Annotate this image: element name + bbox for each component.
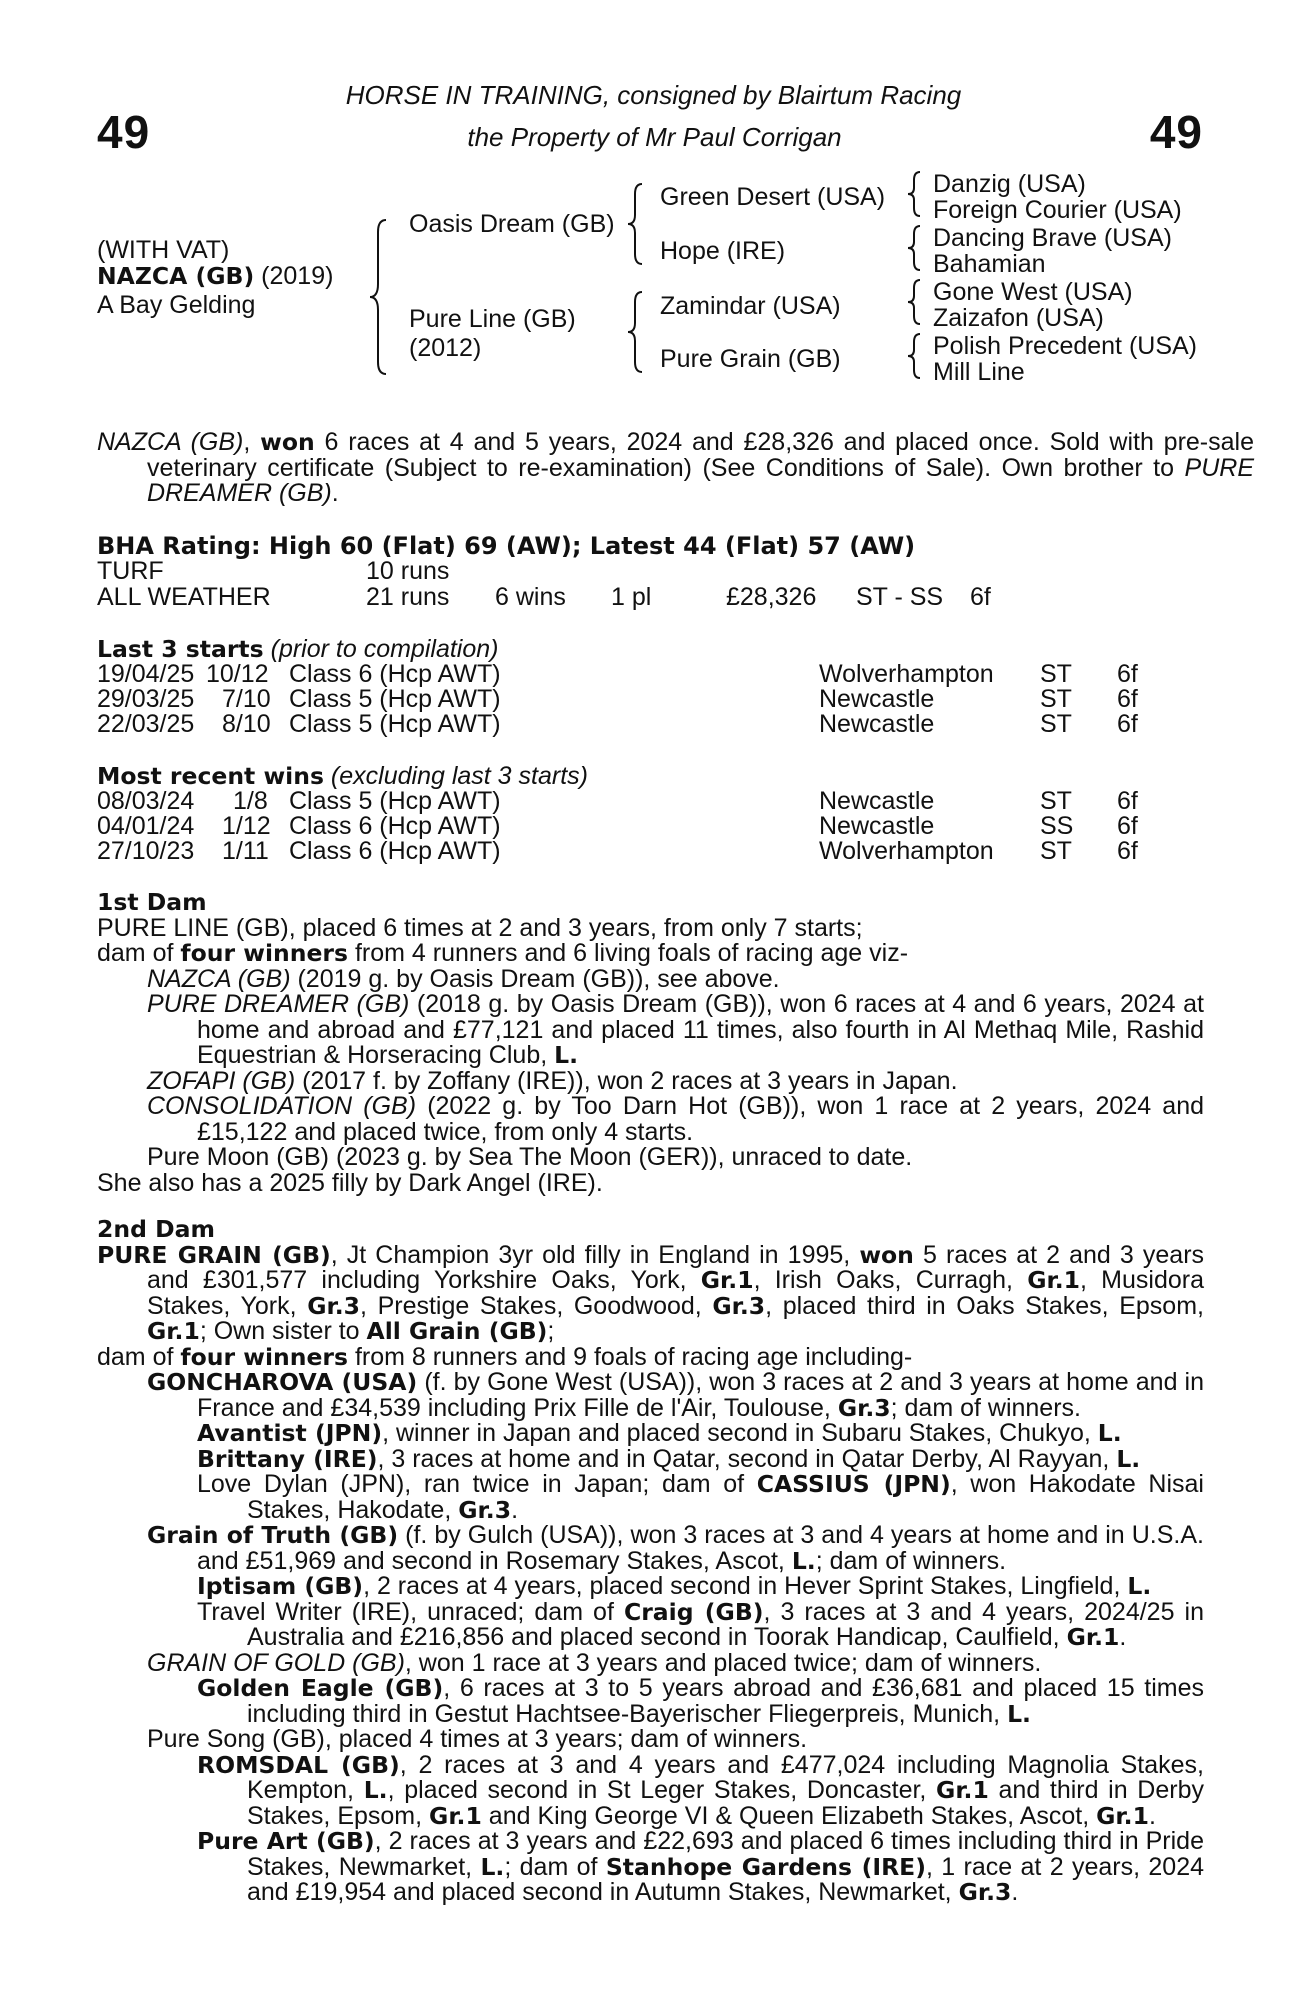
grade: Gr.3: [712, 1291, 766, 1320]
text: .: [1011, 1878, 1019, 1906]
win-distance: 6f: [1117, 812, 1138, 840]
summary-won: won: [260, 428, 315, 456]
foal-love-dylan: [197, 1472, 1204, 1523]
win-going: ST: [1040, 837, 1072, 865]
foal-text: and third in Derby Stakes, Epsom,: [247, 1776, 1204, 1830]
aw-money: £28,326: [726, 583, 817, 611]
turf-runs: 10 runs: [366, 557, 450, 585]
text: , Musidora Stakes, York,: [147, 1266, 1205, 1320]
win-position: 1/11: [222, 837, 269, 865]
dam-of: dam of: [97, 939, 174, 967]
start-distance: 6f: [1117, 660, 1138, 688]
pedigree-brace-main: [368, 218, 390, 376]
foal-text: , 3 races at 3 and 4 years, 2024/25 in Australia and £216,856 and placed second in Toorak Handicap, Caulfield,: [247, 1597, 1204, 1651]
aw-distance: 6f: [970, 583, 991, 611]
foal-pure-dreamer: [147, 992, 1204, 1069]
grade: L.: [1127, 1572, 1152, 1600]
first-dam-section: [97, 890, 1204, 1196]
text: .: [511, 1495, 519, 1524]
win-date: 08/03/24: [97, 787, 195, 815]
filly-note: She also has a 2025 filly by Dark Angel (IRE).: [97, 1168, 603, 1197]
grade: Gr.1: [429, 1801, 482, 1830]
win-race: Class 5 (Hcp AWT): [289, 787, 501, 815]
win-distance: 6f: [1117, 837, 1138, 865]
foal-grain-of-truth: [147, 1523, 1204, 1574]
sister-name: All Grain (GB): [366, 1317, 548, 1345]
sire: Oasis Dream (GB): [409, 210, 615, 238]
summary-end: .: [331, 479, 339, 507]
horse-name-line: [97, 263, 333, 290]
ancestor-6: Zaizafon (USA): [933, 304, 1104, 332]
grade: Gr.3: [837, 1393, 891, 1422]
ancestor-3: Dancing Brave (USA): [933, 224, 1172, 252]
win-course: Newcastle: [819, 787, 935, 815]
start-going: ST: [1040, 685, 1072, 713]
dam-of: dam of: [97, 1342, 174, 1371]
lot-number-right: 49: [1149, 106, 1203, 158]
foal-text: and King George VI & Queen Elizabeth Stakes, Ascot,: [488, 1801, 1090, 1830]
foal-text: ; dam of: [504, 1852, 598, 1881]
lot-number: 49: [97, 106, 151, 158]
summary-text: 6 races at 4 and 5 years, 2024 and £28,326 and placed once. Sold with pre-sale veterinary certificate (Subject to re-examination) (See Conditions of Sale). Own brother to: [147, 428, 1254, 482]
win-date: 27/10/23: [97, 837, 195, 865]
grade: Gr.1: [1027, 1266, 1081, 1294]
foal-goncharova: [147, 1370, 1204, 1421]
foal-text: , winner in Japan and placed second in Subaru Stakes, Chukyo,: [382, 1419, 1091, 1447]
grade: L.: [1007, 1699, 1031, 1728]
summary-brother: PURE DREAMER (GB): [147, 453, 1254, 507]
win-course: Newcastle: [819, 812, 935, 840]
grade: Gr.3: [458, 1495, 512, 1524]
grade: Gr.1: [1096, 1801, 1149, 1830]
foal-name: Stanhope Gardens (IRE): [605, 1852, 926, 1881]
pedigree-brace-g3: [906, 278, 926, 326]
won: won: [859, 1240, 914, 1269]
second-dam-heading: 2nd Dam: [97, 1215, 215, 1243]
dam-year: (2012): [409, 334, 482, 362]
second-dam-section: [97, 1217, 1204, 1906]
text: ; Own sister to: [199, 1317, 360, 1345]
foal-zofapi: [147, 1066, 1204, 1095]
foal-name: PURE DREAMER (GB): [147, 990, 410, 1018]
foal-name: ROMSDAL (GB): [197, 1750, 400, 1779]
ancestor-4: Bahamian: [933, 250, 1046, 278]
foal-name: Craig (GB): [623, 1597, 764, 1626]
foal-text: Love Dylan (JPN), ran twice in Japan; dam of: [197, 1470, 745, 1498]
start-race: Class 5 (Hcp AWT): [289, 685, 501, 713]
start-going: ST: [1040, 660, 1072, 688]
foal-text: (2017 f. by Zoffany (IRE)), won 2 races at 3 years in Japan.: [302, 1066, 958, 1095]
horse-description: A Bay Gelding: [97, 291, 256, 319]
start-position: 10/12: [206, 660, 269, 688]
start-position: 8/10: [222, 710, 271, 738]
start-course: Newcastle: [819, 685, 935, 713]
ancestor-1: Danzig (USA): [933, 170, 1086, 198]
foal-name: Golden Eagle (GB): [197, 1674, 444, 1702]
produce-summary: from 4 runners and 6 living foals of racing age viz-: [354, 939, 909, 967]
foal-name: Grain of Truth (GB): [147, 1521, 399, 1549]
aw-runs: 21 runs: [366, 583, 450, 611]
foal-name: Avantist (JPN): [197, 1419, 383, 1447]
foal-text: (f. by Gulch (USA)), won 3 races at 3 and 4 years at home and in U.S.A. and £51,969 and second in Rosemary Stakes, Ascot,: [197, 1521, 1204, 1575]
foal-text: , 6 races at 3 to 5 years abroad and £36,681 and placed 15 times including third in Gestut Hachtsee-Bayerischer Fliegerpreis, Munich,: [247, 1674, 1204, 1728]
start-course: Wolverhampton: [819, 660, 994, 688]
second-dam-produce: [97, 1342, 1204, 1371]
grade: L.: [1097, 1419, 1122, 1447]
foal-travel-writer: [197, 1597, 1204, 1651]
bha-rating: BHA Rating: High 60 (Flat) 69 (AW); Latest 44 (Flat) 57 (AW): [97, 532, 916, 560]
sire-dam: Hope (IRE): [660, 237, 786, 265]
grade: Gr.1: [700, 1266, 754, 1294]
pedigree-brace-g4: [906, 332, 926, 380]
foal-grain-of-gold: [147, 1648, 1204, 1677]
foal-name: Brittany (IRE): [197, 1444, 378, 1473]
foal-name: CASSIUS (JPN): [756, 1470, 951, 1498]
foal-romsdal: [197, 1750, 1204, 1830]
foal-name: Pure Art (GB): [197, 1827, 375, 1855]
dam-dam: Pure Grain (GB): [660, 345, 841, 373]
foal-text: , 1 race at 2 years, 2024 and £19,954 and placed second in Autumn Stakes, Newmarket,: [247, 1852, 1204, 1906]
foal-iptisam: [197, 1574, 1204, 1600]
turf-label: TURF: [97, 557, 164, 585]
foal-text: (2022 g. by Too Darn Hot (GB)), won 1 race at 2 years, 2024 and £15,122 and placed twice, from only 4 starts.: [197, 1092, 1205, 1146]
grade: Gr.3: [307, 1291, 361, 1320]
foal-pure-art: [197, 1829, 1204, 1906]
win-course: Wolverhampton: [819, 837, 994, 865]
foal-text: , 2 races at 4 years, placed second in Hever Sprint Stakes, Lingfield,: [363, 1572, 1121, 1600]
win-race: Class 6 (Hcp AWT): [289, 812, 501, 840]
start-position: 7/10: [222, 685, 271, 713]
text: , Irish Oaks, Curragh,: [753, 1266, 1013, 1294]
foal-pure-song: Pure Song (GB), placed 4 times at 3 years; dam of winners.: [147, 1725, 808, 1753]
aw-going: ST - SS: [856, 583, 944, 611]
text: .: [1119, 1623, 1127, 1651]
text: , Prestige Stakes, Goodwood,: [360, 1291, 702, 1320]
win-distance: 6f: [1117, 787, 1138, 815]
sire-sire: Green Desert (USA): [660, 183, 886, 211]
dam-sire: Zamindar (USA): [660, 292, 841, 320]
grade: L.: [480, 1852, 505, 1881]
win-going: SS: [1040, 812, 1074, 840]
consignor-line: HORSE IN TRAINING, consigned by Blairtum Racing: [345, 80, 962, 110]
win-going: ST: [1040, 787, 1072, 815]
start-race: Class 6 (Hcp AWT): [289, 660, 501, 688]
win-position: 1/8: [233, 787, 268, 815]
foal-brittany: [197, 1444, 1204, 1473]
start-distance: 6f: [1117, 710, 1138, 738]
foal-name: ZOFAPI (GB): [147, 1066, 296, 1095]
foal-text: , won 1 race at 3 years and placed twice; dam of winners.: [404, 1648, 1042, 1677]
foal-text: (2019 g. by Oasis Dream (GB)), see above.: [297, 964, 780, 993]
dam: Pure Line (GB): [409, 305, 576, 333]
foal-text: (2018 g. by Oasis Dream (GB)), won 6 races at 4 and 6 years, 2024 at home and abroad and £77,121 and placed 11 times, also fourth in Al Methaq Mile, Rashid Equestrian & Horseracing Club,: [197, 990, 1204, 1069]
ancestor-5: Gone West (USA): [933, 278, 1133, 306]
race-summary: NAZCA (GB), won 6 races at 4 and 5 years, 2024 and £28,326 and placed once. Sold with pre-sale veterinary certificate (Subject to re-examination) (See Conditions of Sale). Own brother to PURE DREAMER (GB).: [97, 428, 1254, 507]
foal-name: NAZCA (GB): [147, 964, 291, 993]
pedigree-brace-sire: [626, 182, 646, 266]
first-dam-heading: 1st Dam: [97, 888, 207, 916]
grade: Gr.3: [958, 1878, 1012, 1906]
start-date: 22/03/25: [97, 710, 195, 738]
first-dam-line: PURE LINE (GB), placed 6 times at 2 and 3 years, from only 7 starts;: [97, 913, 863, 942]
produce-summary: from 8 runners and 9 foals of racing age including-: [354, 1342, 913, 1371]
first-dam-produce: [97, 941, 1204, 967]
pedigree-brace-g2: [906, 224, 926, 272]
grade: L.: [554, 1041, 579, 1069]
winners-count: four winners: [180, 1342, 349, 1371]
grade: Gr.1: [936, 1776, 989, 1804]
foal-name: CONSOLIDATION (GB): [147, 1092, 417, 1120]
aw-label: ALL WEATHER: [97, 583, 271, 611]
text: .: [1148, 1801, 1156, 1830]
aw-placed: 1 pl: [611, 583, 652, 611]
text: ;: [547, 1317, 555, 1345]
foal-text: , placed second in St Leger Stakes, Doncaster,: [387, 1776, 927, 1804]
ancestor-2: Foreign Courier (USA): [933, 196, 1182, 224]
ancestor-8: Mill Line: [933, 358, 1025, 386]
vat-note: (WITH VAT): [97, 236, 230, 264]
foal-text: Travel Writer (IRE), unraced; dam of: [197, 1597, 614, 1626]
winners-count: four winners: [180, 939, 349, 967]
start-date: 29/03/25: [97, 685, 195, 713]
summary-horse-name: NAZCA (GB): [97, 428, 244, 456]
grade: L.: [791, 1546, 816, 1575]
horse-name: NAZCA (GB): [97, 262, 255, 290]
foal-name: GONCHAROVA (USA): [147, 1368, 418, 1396]
start-date: 19/04/25: [97, 660, 195, 688]
win-position: 1/12: [222, 812, 271, 840]
last-starts-title: Last 3 starts: [97, 635, 264, 663]
foal-consolidation: [147, 1094, 1204, 1145]
ancestor-7: Polish Precedent (USA): [933, 332, 1198, 360]
second-dam-name: PURE GRAIN (GB): [97, 1240, 331, 1269]
last-starts-note: (prior to compilation): [270, 635, 499, 663]
horse-year: (2019): [261, 262, 334, 290]
pedigree-brace-dam: [626, 290, 646, 374]
start-course: Newcastle: [819, 710, 935, 738]
foal-avantist: [197, 1421, 1204, 1447]
foal-text: (f. by Gone West (USA)), won 3 races at 2 and 3 years at home and in France and £34,539 including Prix Fille de l'Air, Toulouse,: [197, 1368, 1204, 1422]
foal-text: , 2 races at 3 and 4 years and £477,024 including Magnolia Stakes, Kempton,: [247, 1750, 1204, 1804]
win-date: 04/01/24: [97, 812, 195, 840]
recent-wins-note: (excluding last 3 starts): [330, 762, 588, 790]
text: , placed third in Oaks Stakes, Epsom,: [765, 1291, 1204, 1320]
text: , Jt Champion 3yr old filly in England in 1995,: [330, 1240, 851, 1269]
aw-wins: 6 wins: [495, 583, 566, 611]
start-distance: 6f: [1117, 685, 1138, 713]
foal-name: Iptisam (GB): [197, 1572, 364, 1600]
win-race: Class 6 (Hcp AWT): [289, 837, 501, 865]
foal-name: GRAIN OF GOLD (GB): [147, 1648, 405, 1677]
foal-text: , 3 races at home and in Qatar, second in Qatar Derby, Al Rayyan,: [377, 1444, 1110, 1473]
grade: Gr.1: [147, 1317, 200, 1345]
text: ; dam of winners.: [890, 1393, 1081, 1422]
grade: Gr.1: [1066, 1623, 1120, 1651]
foal-nazca: [147, 964, 1204, 993]
text: ; dam of winners.: [815, 1546, 1007, 1575]
pedigree-brace-g1: [906, 170, 926, 218]
start-going: ST: [1040, 710, 1072, 738]
foal-golden-eagle: [197, 1676, 1204, 1727]
foal-text: , won Hakodate Nisai Stakes, Hakodate,: [247, 1470, 1204, 1524]
start-race: Class 5 (Hcp AWT): [289, 710, 501, 738]
foal-pure-moon: Pure Moon (GB) (2023 g. by Sea The Moon (GER)), unraced to date.: [147, 1143, 913, 1171]
foal-text: , 2 races at 3 years and £22,693 and placed 6 times including third in Pride Stakes, Newmarket,: [247, 1827, 1204, 1881]
grade: L.: [1116, 1444, 1141, 1473]
owner-line: the Property of Mr Paul Corrigan: [467, 122, 842, 152]
recent-wins-title: Most recent wins: [97, 762, 324, 790]
second-dam-record: [97, 1240, 1205, 1345]
text: 5 races at 2 and 3 years and £301,577 including Yorkshire Oaks, York,: [147, 1240, 1205, 1294]
grade: L.: [363, 1776, 388, 1804]
